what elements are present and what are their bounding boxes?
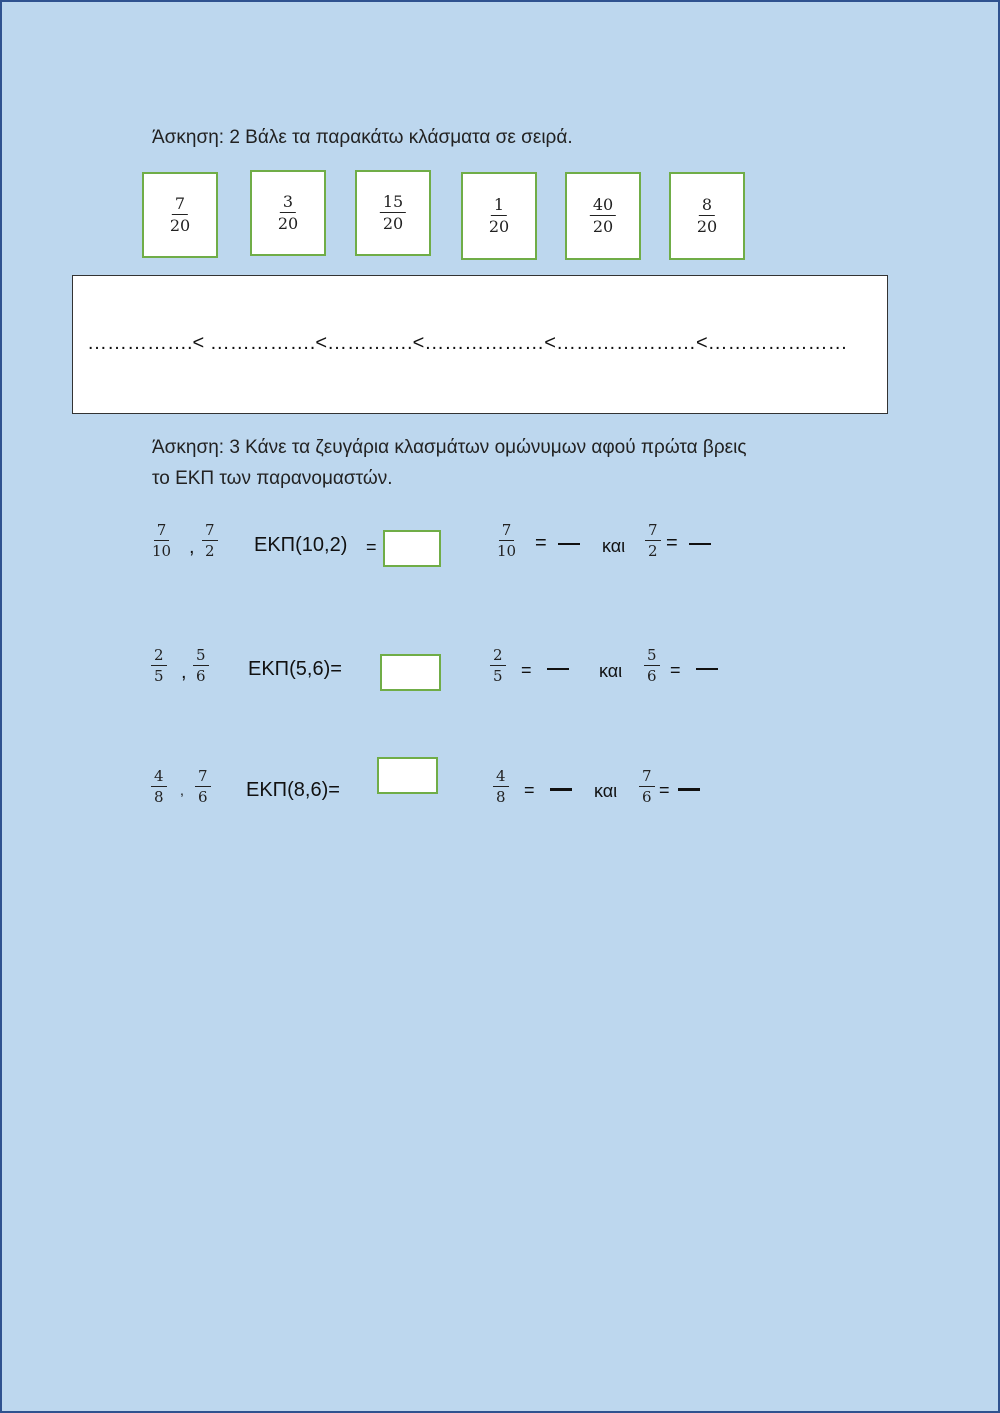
row2-fraction-1 [151,648,167,684]
fraction-card-8-20[interactable] [669,172,745,260]
denominator: 2 [648,542,658,560]
numerator: 15 [380,194,406,213]
denominator: 6 [647,667,657,685]
row3-fraction-1 [151,769,167,805]
row1-fraction-2-repeat [645,523,661,559]
denominator: 8 [154,788,164,806]
denominator: 20 [277,214,299,233]
exercise-3-title-line-1: Άσκηση: 3 Κάνε τα ζευγάρια κλασμάτων ομώνυμων αφού πρώτα βρεις [152,437,747,458]
row1-fraction-2 [202,523,218,559]
fraction [278,194,298,232]
fraction-card-3-20[interactable] [250,170,326,256]
row1-fraction-1 [152,523,171,559]
row1-equals-2: = [666,532,678,554]
row2-comma: , [181,661,187,683]
numerator: 2 [490,648,506,666]
numerator: 4 [151,769,167,787]
numerator: 7 [499,523,515,541]
denominator: 20 [592,217,614,236]
row3-fraction-2-repeat [639,769,655,805]
row2-equals-2: = [670,660,681,680]
denominator: 6 [642,788,652,806]
row3-equals-2: = [659,780,670,800]
ordering-line: …………….< …………….<………….<………………<…………………<………………… [87,332,848,354]
row1-equals-1: = [535,532,547,554]
row1-lcm-equals: = [366,537,377,557]
denominator: 6 [196,667,206,685]
exercise-3-title-line-2: το ΕΚΠ των παρανομαστών. [152,468,393,489]
row3-blank-fraction-2[interactable] [678,788,700,791]
fraction [170,196,190,234]
row1-fraction-1-repeat [497,523,516,559]
row3-lcm-input[interactable] [377,757,438,794]
denominator: 20 [696,217,718,236]
numerator: 5 [193,648,209,666]
fraction-card-1-20[interactable] [461,172,537,260]
denominator: 20 [488,217,510,236]
row1-lcm-input[interactable] [383,530,441,567]
numerator: 7 [202,523,218,541]
row2-blank-fraction-1[interactable] [547,668,569,670]
numerator: 1 [491,197,507,216]
numerator: 7 [645,523,661,541]
row2-and: και [599,661,623,681]
denominator: 2 [205,542,215,560]
numerator: 7 [154,523,170,541]
numerator: 8 [699,197,715,216]
row3-and: και [594,781,618,801]
row2-blank-fraction-2[interactable] [696,668,718,670]
fraction [590,197,616,235]
row3-fraction-2 [195,769,211,805]
fraction-card-7-20[interactable] [142,172,218,258]
numerator: 40 [590,197,616,216]
fraction-card-15-20[interactable] [355,170,431,256]
row3-fraction-1-repeat [493,769,509,805]
row2-fraction-2 [193,648,209,684]
row1-lcm-label: ΕΚΠ(10,2) [254,534,348,556]
fraction-card-40-20[interactable] [565,172,641,260]
numerator: 5 [644,648,660,666]
row2-lcm-input[interactable] [380,654,441,691]
numerator: 3 [280,194,296,213]
row1-and: και [602,536,626,556]
numerator: 7 [172,196,188,215]
denominator: 10 [152,542,172,560]
numerator: 7 [639,769,655,787]
row2-lcm-label: ΕΚΠ(5,6)= [248,658,342,680]
denominator: 20 [169,216,191,235]
denominator: 6 [198,788,208,806]
numerator: 2 [151,648,167,666]
row2-equals-1: = [521,660,532,680]
fraction [489,197,509,235]
denominator: 8 [496,788,506,806]
row3-lcm-label: ΕΚΠ(8,6)= [246,779,340,801]
row1-comma: , [189,536,195,558]
row3-blank-fraction-1[interactable] [550,788,572,791]
exercise-2-title: Άσκηση: 2 Βάλε τα παρακάτω κλάσματα σε σειρά. [152,127,573,148]
denominator: 5 [493,667,503,685]
fraction [697,197,717,235]
denominator: 5 [154,667,164,685]
row2-fraction-2-repeat [644,648,660,684]
row1-blank-fraction-1[interactable] [558,543,580,545]
denominator: 10 [497,542,517,560]
row2-fraction-1-repeat [490,648,506,684]
denominator: 20 [382,214,404,233]
numerator: 7 [195,769,211,787]
row1-blank-fraction-2[interactable] [689,543,711,545]
row3-comma: , [180,782,184,798]
ordering-drop-area[interactable] [72,275,888,414]
row3-equals-1: = [524,780,535,800]
fraction [380,194,406,232]
numerator: 4 [493,769,509,787]
